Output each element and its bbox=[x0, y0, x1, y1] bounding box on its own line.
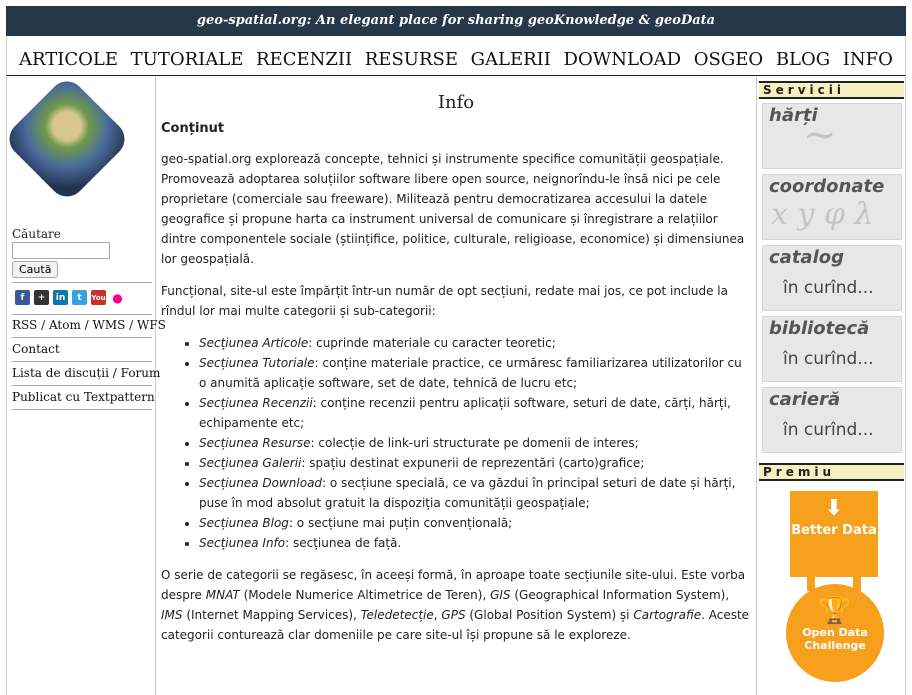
nav-blog[interactable]: BLOG bbox=[775, 49, 831, 70]
download-icon: ⬇ bbox=[824, 496, 844, 521]
left-sidebar bbox=[6, 77, 166, 695]
list-item: • Secțiunea Articole: cuprinde materiale cu caracter teoretic; bbox=[199, 333, 751, 353]
search-label: Căutare bbox=[12, 227, 61, 241]
plus-icon[interactable]: + bbox=[34, 290, 49, 305]
nav-resurse[interactable]: RESURSE bbox=[364, 49, 458, 70]
twitter-icon[interactable]: t bbox=[72, 290, 87, 305]
flickr-icon[interactable]: ● bbox=[110, 290, 125, 305]
divider bbox=[12, 282, 152, 283]
service-biblioteca[interactable] bbox=[762, 316, 902, 382]
service-title: carieră bbox=[769, 389, 841, 410]
forum-link[interactable]: Lista de discuții / Forum bbox=[12, 366, 161, 380]
premiu-header: Premiu bbox=[759, 463, 904, 481]
service-title: coordonate bbox=[769, 176, 885, 197]
trophy-icon: 🏆 bbox=[818, 596, 852, 626]
coming-soon: în curînd... bbox=[783, 349, 874, 369]
facebook-icon[interactable]: f bbox=[15, 290, 30, 305]
divider bbox=[12, 337, 152, 338]
feeds-link[interactable]: RSS / Atom / WMS / WFS bbox=[12, 318, 166, 332]
globe-logo[interactable] bbox=[2, 74, 132, 204]
open-data-challenge-badge[interactable]: 🏆 Open Data Challenge bbox=[786, 584, 884, 682]
nav-tutoriale[interactable]: TUTORIALE bbox=[130, 49, 244, 70]
nav-galerii[interactable]: GALERII bbox=[470, 49, 551, 70]
linkedin-icon[interactable]: in bbox=[53, 290, 68, 305]
service-cariera[interactable] bbox=[762, 387, 902, 453]
list-item: • Secțiunea Download: o secțiune specială, ce va găzdui în principal seturi de date și hărți, puse în mod absolut gratuit la dispoziția comunității geospațiale; bbox=[199, 473, 751, 513]
sections-list bbox=[161, 333, 751, 553]
divider bbox=[12, 314, 152, 315]
search-button[interactable]: Caută bbox=[12, 261, 58, 278]
site-tagline: geo-spatial.org: An elegant place for sharing geoKnowledge & geoData bbox=[6, 6, 906, 36]
search-input[interactable] bbox=[12, 242, 110, 259]
textpattern-link[interactable]: Publicat cu Textpattern bbox=[12, 390, 155, 404]
service-title: hărți bbox=[769, 105, 818, 126]
youtube-icon[interactable]: You bbox=[91, 290, 106, 305]
service-title: bibliotecă bbox=[769, 318, 870, 339]
page-title: Info bbox=[437, 92, 475, 113]
list-item: • Secțiunea Galerii: spațiu destinat expunerii de reprezentări (carto)grafice; bbox=[199, 453, 751, 473]
list-item: • Secțiunea Info: secțiunea de față. bbox=[199, 533, 751, 553]
right-sidebar bbox=[756, 77, 906, 695]
nav-recenzii[interactable]: RECENZII bbox=[256, 49, 353, 70]
divider bbox=[12, 361, 152, 362]
better-data-badge[interactable]: ⬇ Better Data bbox=[790, 491, 878, 577]
nav-download[interactable]: DOWNLOAD bbox=[563, 49, 682, 70]
main-nav bbox=[6, 36, 906, 76]
service-catalog[interactable] bbox=[762, 245, 902, 311]
services-header: Servicii bbox=[759, 81, 904, 99]
list-item: • Secțiunea Resurse: colecție de link-uri structurate pe domenii de interes; bbox=[199, 433, 751, 453]
structure-paragraph: Funcțional, site-ul este împărțit într-un număr de opt secțiuni, redate mai jos, ce pot include la rîndul lor mai multe categorii și sub-categorii: bbox=[161, 284, 728, 318]
coming-soon: în curînd... bbox=[783, 278, 874, 298]
nav-osgeo[interactable]: OSGEO bbox=[693, 49, 764, 70]
divider bbox=[12, 409, 152, 410]
contact-link[interactable]: Contact bbox=[12, 342, 60, 356]
coming-soon: în curînd... bbox=[783, 420, 874, 440]
list-item: • Secțiunea Tutoriale: conține materiale practice, ce urmăresc familiarizarea utilizatorilor cu o anumită aplicație software, set de date, tehnică de lucru etc; bbox=[199, 353, 751, 393]
social-icons bbox=[15, 290, 125, 305]
service-coordonate[interactable]: x y φ λ coordonate bbox=[762, 174, 902, 240]
nav-info[interactable]: INFO bbox=[842, 49, 893, 70]
section-heading: Conținut bbox=[161, 121, 225, 136]
service-title: catalog bbox=[769, 247, 844, 268]
categories-paragraph: O serie de categorii se regăsesc, în aceeși formă, în aproape toate secțiunile site-ului. Este vorba despre MNAT (Modele Numerice Altimetrice de Teren), GIS (Geographical Information System), IMS (Internet Mapping Services), Teledetecție, GPS (Global Position System) și Cartografie. Aceste categorii conturează clar domeniile pe care site-ul își propune să le exploreze. bbox=[161, 568, 750, 642]
nav-articole[interactable]: ARTICOLE bbox=[19, 49, 118, 70]
divider bbox=[12, 385, 152, 386]
list-item: • Secțiunea Blog: o secțiune mai puțin convențională; bbox=[199, 513, 751, 533]
intro-paragraph: geo-spatial.org explorează concepte, tehnici și instrumente specifice comunității geospațiale. Promovează adoptarea soluțiilor software libere open source, neignorîndu-le însă nici pe cele proprietare (comerciale sau freeware). Militează pentru democratizarea accesului la datele geografice și propune harta ca instrument universal de comunicare și înregistrare a relațiilor dintre componentele sociale (științifice, politice, culturale, religioase, economice) și dimensiunea lor geospațială. bbox=[161, 152, 745, 266]
service-harti[interactable]: ~ hărți bbox=[762, 103, 902, 169]
main-content bbox=[156, 77, 756, 695]
list-item: • Secțiunea Recenzii: conține recenzii pentru aplicații software, seturi de date, cărți, hărți, echipamente etc; bbox=[199, 393, 751, 433]
